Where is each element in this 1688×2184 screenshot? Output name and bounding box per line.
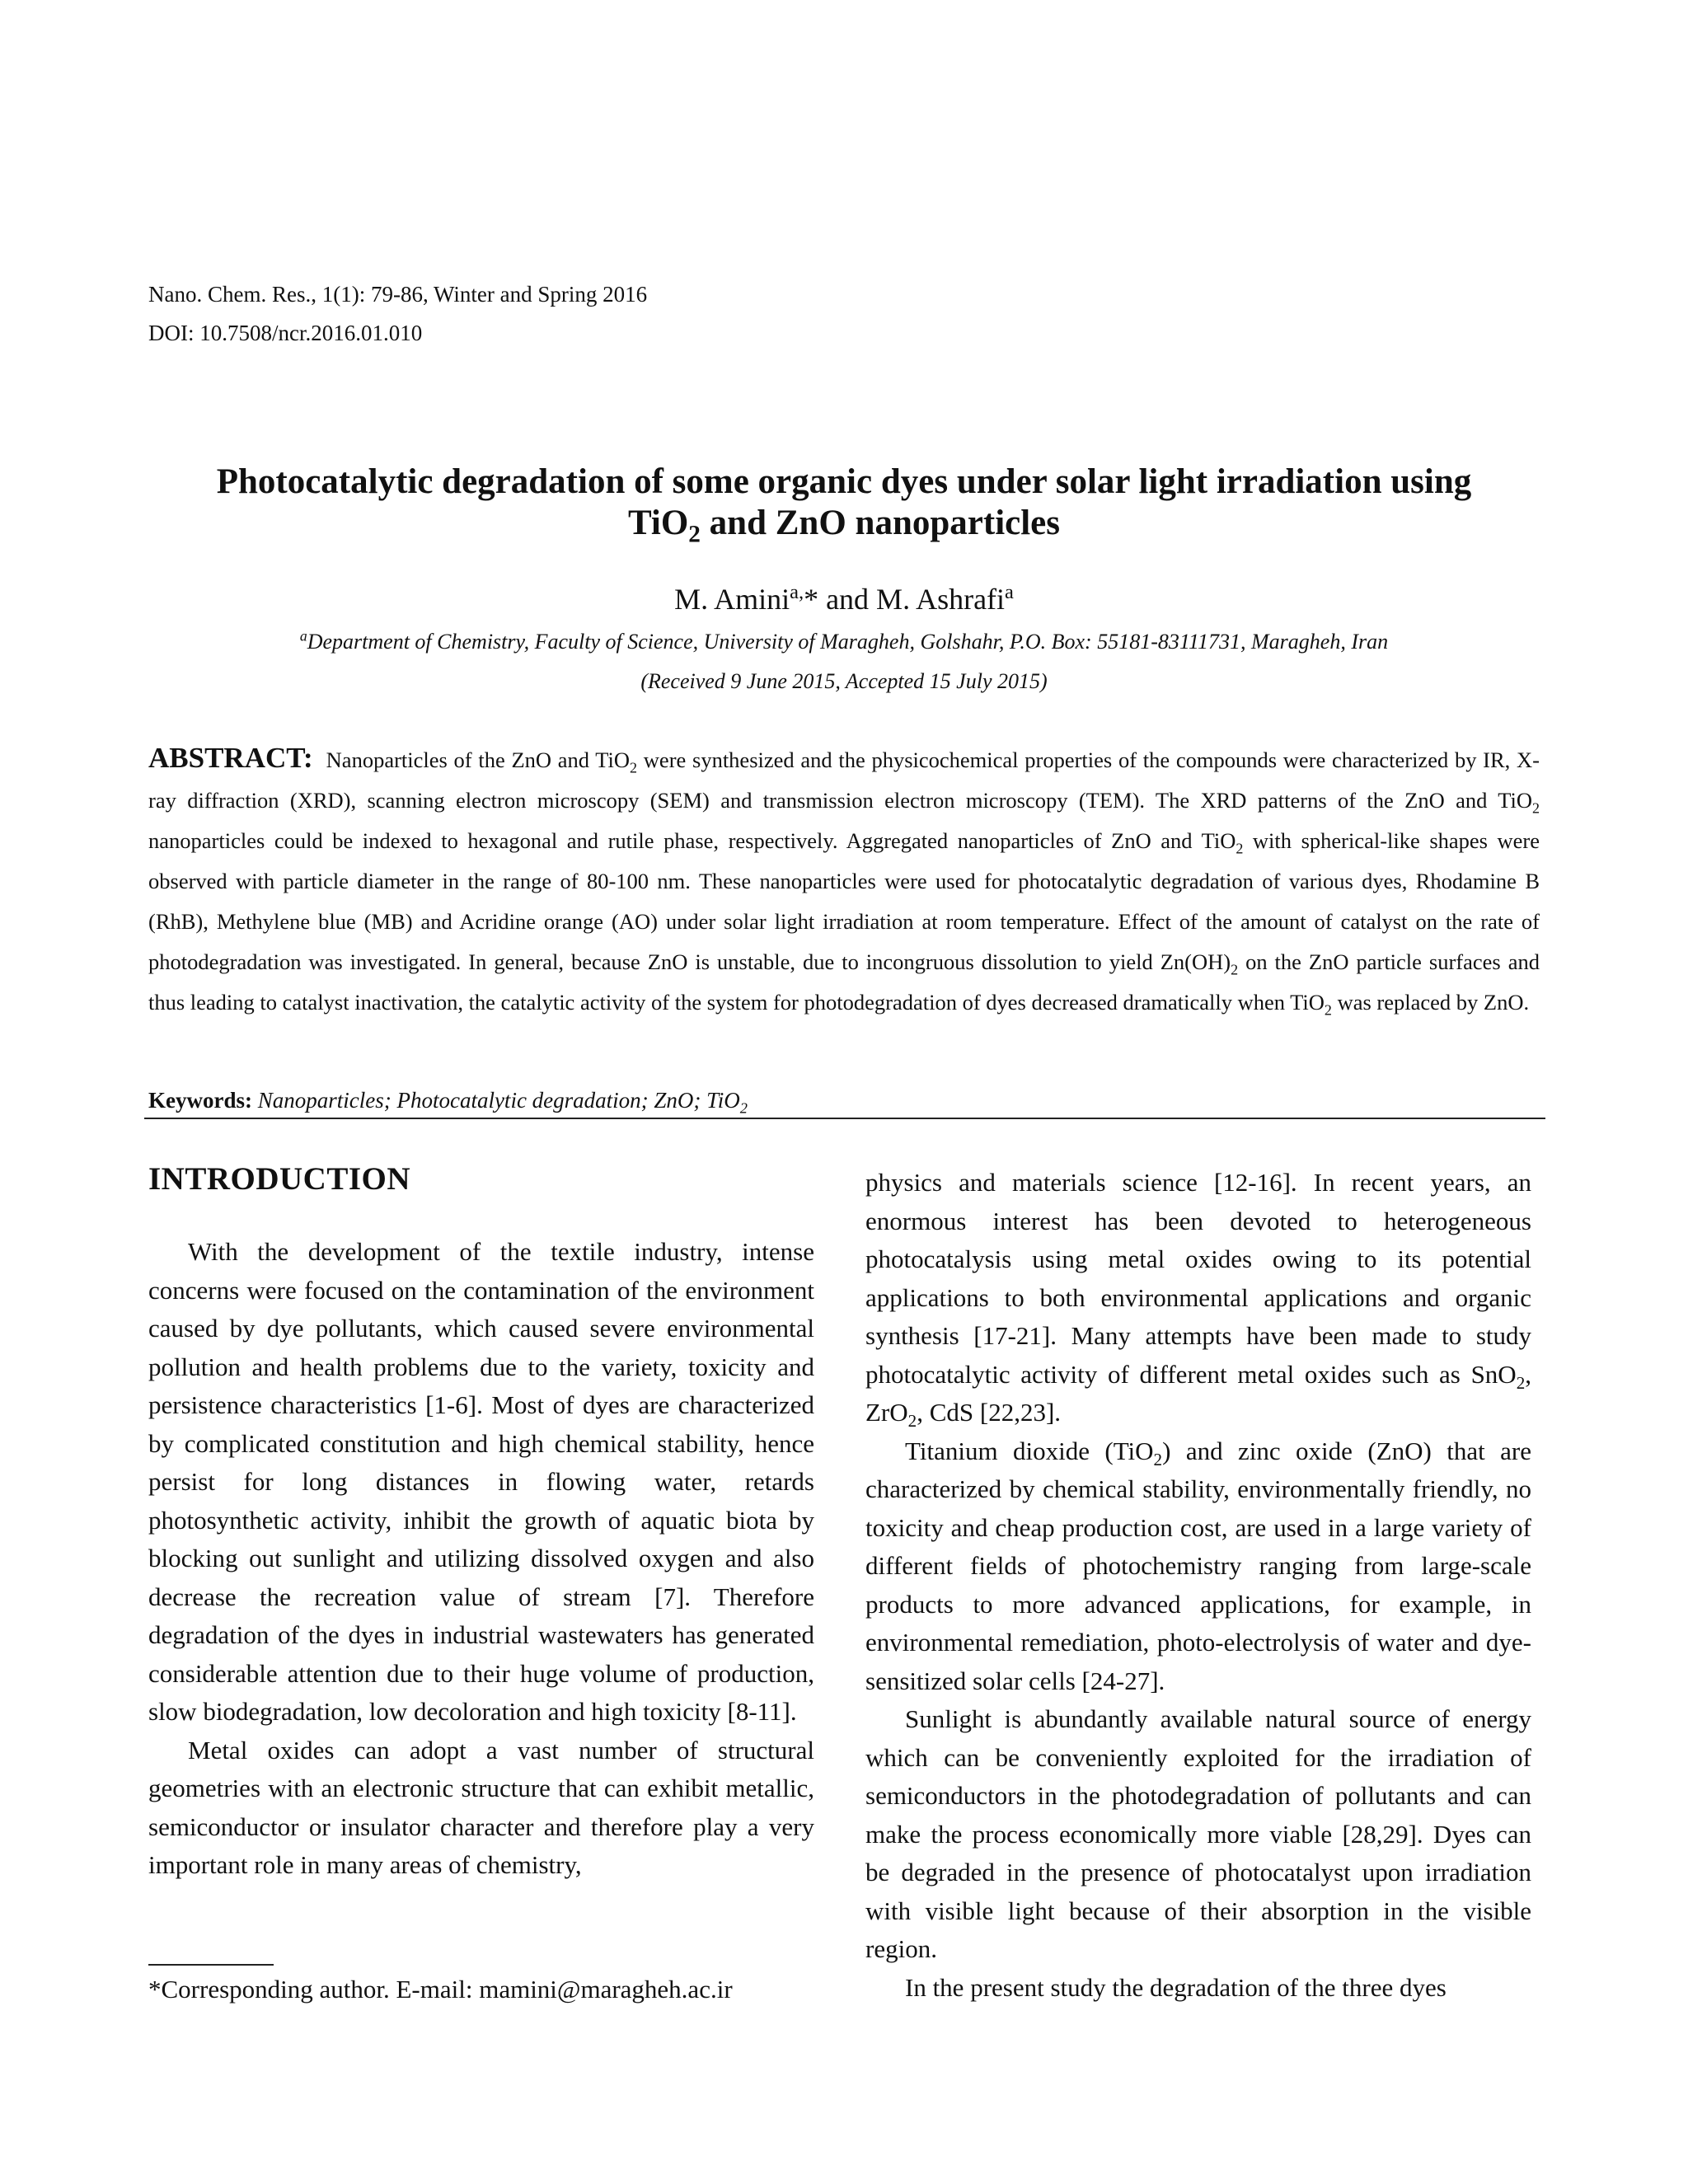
introduction-heading: INTRODUCTION — [148, 1161, 411, 1197]
intro-paragraph-3: Titanium dioxide (TiO$_2$) and zinc oxide (ZnO) that are characterized by chemical stability, environmentally friendly, no toxicity and cheap production cost, are used in a large variety of different fields of photochemistry ranging from large-scale products to more advanced applications, for example, in environmental remediation, photo-electrolysis of water and dye-sensitized solar cells [24-27]. — [865, 1436, 1531, 1695]
section-divider — [144, 1118, 1545, 1119]
intro-paragraph-2: Metal oxides can adopt a vast number of structural geometries with an electronic structure that can exhibit metallic, semiconductor or insulator character and therefore play a very important role in many areas of chemistry, — [148, 1735, 814, 1879]
left-column — [148, 1233, 814, 1885]
intro-paragraph-4: Sunlight is abundantly available natural source of energy which can be conveniently exploited for the irradiation of semiconductors in the photodegradation of pollutants and can make the process economically more viable [28,29]. Dyes can be degraded in the presence of photocatalyst upon irradiation with visible light because of their absorption in the visible region. — [865, 1704, 1531, 1963]
intro-paragraph-1: With the development of the textile industry, intense concerns were focused on the contamination of the environment caused by dye pollutants, which caused severe environmental pollution and health problems due to the variety, toxicity and persistence characteristics [1-6]. Most of dyes are characterized by complicated constitution and high chemical stability, hence persist for long distances in flowing water, retards photosynthetic activity, inhibit the growth of aquatic biota by blocking out sunlight and utilizing dissolved oxygen and also decrease the recreation value of stream [7]. Therefore degradation of the dyes in industrial wastewaters has generated considerable attention due to their huge volume of production, slow biodegradation, low decoloration and high toxicity [8-11]. — [148, 1237, 814, 1726]
keywords-label: Keywords: — [148, 1088, 252, 1113]
intro-paragraph-5: In the present study the degradation of the three dyes — [905, 1972, 1447, 2002]
abstract: ABSTRACT: Nanoparticles of the ZnO and TiO$_2$ were synthesized and the physicochemical properties of the compounds were characterized by IR, X-ray diffraction (XRD), scanning electron microscopy (SEM) and transmission electron microscopy (TEM). The XRD patterns of the ZnO and TiO$_2$ nanoparticles could be indexed to hexagonal and rutile phase, respectively. Aggregated nanoparticles of ZnO and TiO$_2$ with spherical-like shapes were observed with particle diameter in the range of 80-100 nm. These nanoparticles were used for photocatalytic degradation of various dyes, Rhodamine B (RhB), Methylene blue (MB) and Acridine orange (AO) under solar light irradiation at room temperature. Effect of the amount of catalyst on the rate of photodegradation was investigated. In general, because ZnO is unstable, due to incongruous dissolution to yield $Zn(OH)_2$ on the ZnO particle surfaces and thus leading to catalyst inactivation, the catalytic activity of the system for photodegradation of dyes decreased dramatically when TiO$_2$ was replaced by ZnO. — [148, 742, 1540, 1019]
received-dates: (Received 9 June 2015, Accepted 15 July 2015) — [640, 669, 1048, 693]
intro-paragraph-2-continued: physics and materials science [12-16]. In recent years, an enormous interest has been devoted to heterogeneous photocatalysis using metal oxides owing to its potential applications to both environmental applications and organic synthesis [17-21]. Many attempts have been made to study photocatalytic activity of different metal oxides such as SnO$_2$, ZrO$_2$, CdS [22,23]. — [865, 1168, 1531, 1432]
journal-citation: Nano. Chem. Res., 1(1): 79-86, Winter and Spring 2016 — [148, 282, 648, 307]
footnote-rule — [148, 1964, 274, 1966]
title-line-2: TiO$_2$ and ZnO nanoparticles — [627, 504, 1060, 548]
paper-title — [132, 462, 1556, 548]
doi: DOI: 10.7508/ncr.2016.01.010 — [148, 321, 423, 345]
authors: M. Amini$^{a,}$* and M. Ashrafi$^a$ — [674, 581, 1014, 616]
right-column — [865, 1164, 1531, 2007]
title-line-1: Photocatalytic degradation of some organic dyes under solar light irradiation using — [216, 462, 1472, 501]
abstract-heading: ABSTRACT: — [148, 742, 313, 774]
affiliation: $^a$Department of Chemistry, Faculty of Science, University of Maragheh, Golshahr, P.O. Box: 55181-83111731, Maragheh, Iran — [299, 627, 1389, 654]
keywords: Keywords: Nanoparticles; Photocatalytic degradation; ZnO; TiO$_2$ — [148, 1088, 748, 1117]
corresponding-author-footnote: *Corresponding author. E-mail: mamini@maragheh.ac.ir — [148, 1975, 733, 2004]
